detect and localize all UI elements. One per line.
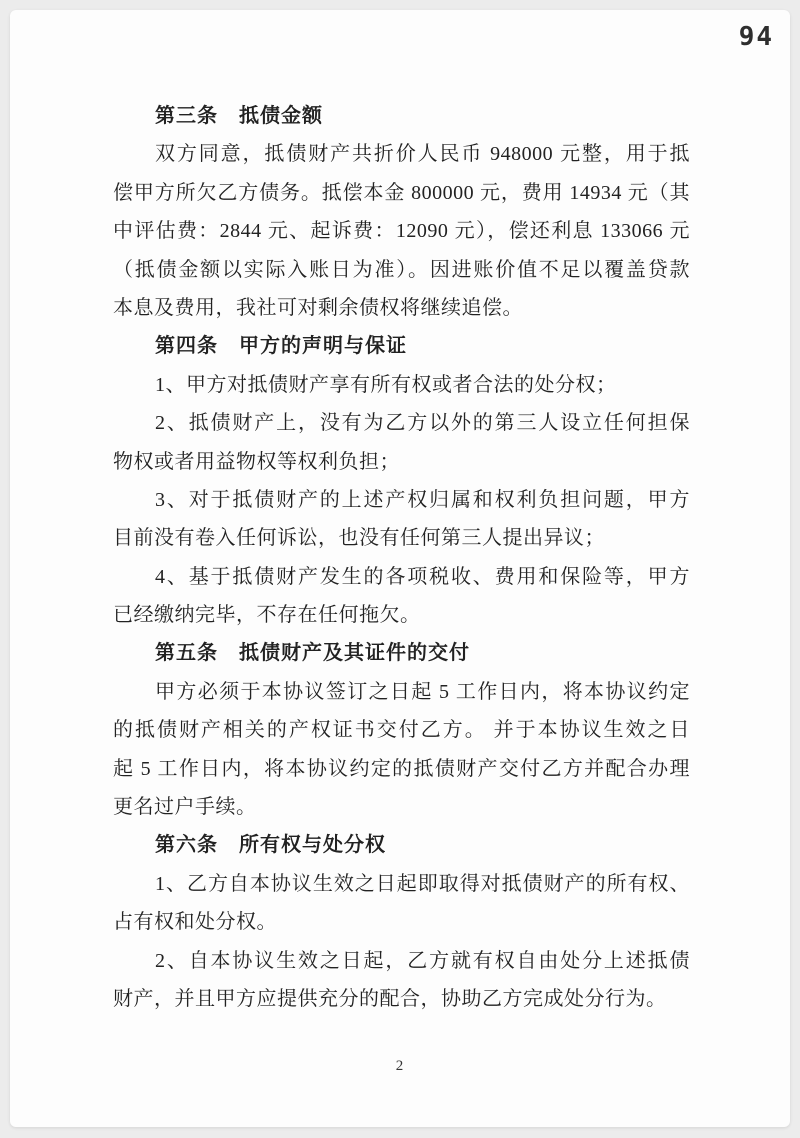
- heading-line: 第五条 抵债财产及其证件的交付: [155, 642, 470, 665]
- text-line: 双方同意，抵债财产共折价人民币 948000 元整，用于抵: [155, 143, 690, 166]
- text-line: （抵债金额以实际入账日为准）。因进账价值不足以覆盖贷款: [113, 258, 690, 281]
- text-line: 1、乙方自本协议生效之日起即取得对抵债财产的所有权、: [155, 872, 690, 895]
- text-line: 物权或者用益物权等权利负担；: [113, 450, 400, 473]
- text-line: 本息及费用，我社可对剩余债权将继续追偿。: [113, 296, 523, 319]
- text-line: 偿甲方所欠乙方债务。抵偿本金 800000 元，费用 14934 元（其: [113, 181, 690, 204]
- text-line: 已经缴纳完毕，不存在任何拖欠。: [113, 604, 421, 627]
- text-line: 起 5 工作日内，将本协议约定的抵债财产交付乙方并配合办理: [113, 757, 690, 780]
- paragraph: [113, 865, 690, 942]
- text-line: 目前没有卷入任何诉讼，也没有任何第三人提出异议；: [113, 527, 605, 550]
- heading-line: 第三条 抵债金额: [155, 105, 323, 127]
- text-line: 的抵债财产相关的产权证书交付乙方。 并于本协议生效之日: [113, 719, 690, 742]
- heading-line: 第四条 甲方的声明与保证: [155, 335, 407, 358]
- paragraph: [113, 481, 690, 558]
- text-line: 3、对于抵债财产的上述产权归属和权利负担问题，甲方: [155, 488, 690, 511]
- page-stamp-number: 94: [738, 22, 774, 52]
- paragraph: [113, 673, 690, 827]
- text-line: 甲方必须于本协议签订之日起 5 工作日内，将本协议约定: [155, 680, 690, 703]
- text-line: 2、抵债财产上，没有为乙方以外的第三人设立任何担保: [155, 412, 690, 435]
- text-line: 中评估费：2844 元、起诉费：12090 元），偿还利息 133066 元: [113, 220, 690, 243]
- paragraph: [113, 404, 690, 481]
- text-line: 财产，并且甲方应提供充分的配合，协助乙方完成处分行为。: [113, 987, 667, 1010]
- paragraph: [113, 135, 690, 327]
- footer-page-number: 2: [395, 1058, 405, 1074]
- paragraph: [113, 366, 690, 404]
- text-line: 1、甲方对抵债财产享有所有权或者合法的处分权；: [155, 373, 617, 396]
- document-body: [10, 10, 790, 1018]
- text-line: 4、基于抵债财产发生的各项税收、费用和保险等，甲方: [155, 565, 690, 588]
- article-heading: [113, 634, 690, 672]
- paragraph: [113, 942, 690, 1019]
- text-line: 更名过户手续。: [113, 796, 257, 819]
- text-line: 占有权和处分权。: [113, 911, 277, 934]
- article-heading: [113, 97, 690, 135]
- document-page: [10, 10, 790, 1127]
- text-line: 2、自本协议生效之日起，乙方就有权自由处分上述抵债: [155, 949, 690, 972]
- paragraph: [113, 558, 690, 635]
- article-heading: [113, 826, 690, 864]
- article-heading: [113, 327, 690, 365]
- heading-line: 第六条 所有权与处分权: [155, 834, 386, 857]
